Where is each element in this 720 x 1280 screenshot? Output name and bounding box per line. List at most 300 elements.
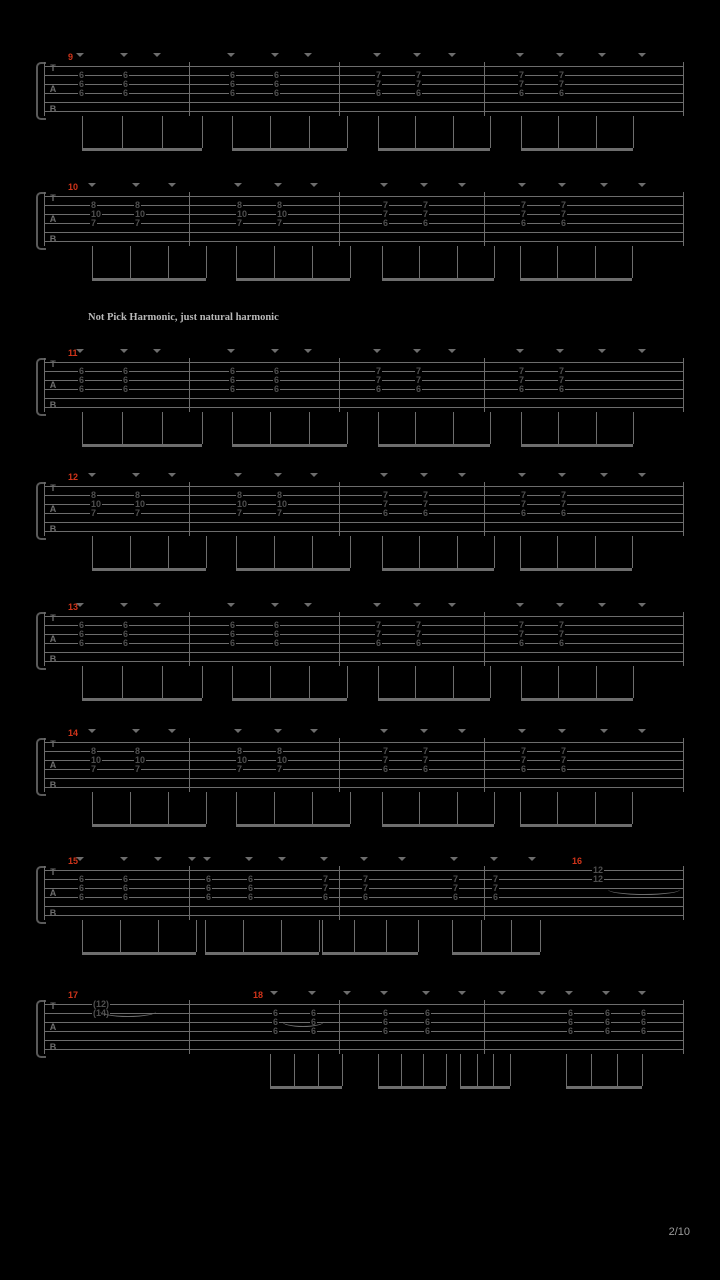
staff-line (44, 870, 684, 871)
fret-number: 10 (277, 498, 288, 509)
note-stem (520, 246, 521, 278)
note-stem (232, 666, 233, 698)
fret-number: 10 (135, 208, 146, 219)
downstroke-arrow-icon (538, 991, 546, 995)
staff-line (44, 486, 684, 487)
tab-clef-letter: B (49, 234, 57, 244)
fret-number: 6 (79, 78, 85, 89)
downstroke-arrow-icon (602, 991, 610, 995)
tie-curve (282, 1016, 324, 1027)
beam (378, 698, 490, 701)
fret-number: 8 (277, 489, 283, 500)
fret-number: 7 (383, 199, 389, 210)
fret-number: 7 (559, 619, 565, 630)
fret-number: 10 (135, 754, 146, 765)
downstroke-arrow-icon (120, 603, 128, 607)
fret-number: 6 (230, 628, 236, 639)
fret-number: 6 (383, 507, 389, 518)
fret-number: 6 (641, 1007, 647, 1018)
fret-number: 6 (123, 628, 129, 639)
beam (382, 824, 494, 827)
fret-number: 6 (641, 1016, 647, 1027)
tab-staff (44, 358, 684, 412)
fret-number: 6 (230, 87, 236, 98)
note-stem (633, 116, 634, 148)
fret-number: 7 (423, 489, 429, 500)
fret-number: 6 (230, 619, 236, 630)
barline (44, 866, 45, 920)
beam (82, 148, 202, 151)
downstroke-arrow-icon (343, 991, 351, 995)
note-stem (206, 246, 207, 278)
tab-clef-letter: B (49, 780, 57, 790)
note-stem (243, 920, 244, 952)
staff-line (44, 522, 684, 523)
downstroke-arrow-icon (304, 53, 312, 57)
downstroke-arrow-icon (308, 991, 316, 995)
fret-number: 6 (559, 637, 565, 648)
note-stem (494, 792, 495, 824)
staff-line (44, 915, 684, 916)
fret-number: 6 (248, 882, 254, 893)
downstroke-arrow-icon (448, 603, 456, 607)
fret-number: 7 (423, 754, 429, 765)
barline (683, 482, 684, 536)
fret-number: 6 (230, 69, 236, 80)
note-stem (232, 116, 233, 148)
measure-number: 15 (68, 856, 79, 866)
fret-number: 6 (248, 873, 254, 884)
downstroke-arrow-icon (398, 857, 406, 861)
fret-number: 6 (376, 637, 382, 648)
tab-clef-letter: B (49, 908, 57, 918)
downstroke-arrow-icon (120, 857, 128, 861)
downstroke-arrow-icon (598, 349, 606, 353)
note-stem (378, 1054, 379, 1086)
note-stem (457, 246, 458, 278)
tab-clef (47, 740, 59, 790)
fret-number: 6 (521, 217, 527, 228)
fret-number: 7 (423, 208, 429, 219)
fret-number: 6 (123, 619, 129, 630)
fret-number: 6 (605, 1025, 611, 1036)
tab-clef-letter: B (49, 524, 57, 534)
note-stem (558, 666, 559, 698)
fret-number: 8 (91, 745, 97, 756)
note-stem (401, 1054, 402, 1086)
downstroke-arrow-icon (153, 603, 161, 607)
barline (189, 482, 190, 536)
fret-number: 6 (561, 507, 567, 518)
beam (82, 444, 202, 447)
beam (520, 568, 632, 571)
fret-number: 6 (274, 374, 280, 385)
fret-number: 10 (237, 208, 248, 219)
downstroke-arrow-icon (132, 473, 140, 477)
staff-line (44, 111, 684, 112)
barline (189, 738, 190, 792)
downstroke-arrow-icon (638, 991, 646, 995)
fret-number: 7 (519, 365, 525, 376)
note-stem (309, 666, 310, 698)
beam (378, 444, 490, 447)
note-stem (494, 536, 495, 568)
fret-number: 10 (91, 754, 102, 765)
barline (44, 612, 45, 666)
barline (484, 482, 485, 536)
fret-number: 7 (323, 873, 329, 884)
downstroke-arrow-icon (516, 603, 524, 607)
measure-number: 13 (68, 602, 79, 612)
note-stem (350, 246, 351, 278)
fret-number: 6 (79, 87, 85, 98)
beam (92, 278, 206, 281)
fret-number: (12) (93, 998, 110, 1009)
fret-number: 6 (453, 891, 459, 902)
beam (92, 568, 206, 571)
downstroke-arrow-icon (274, 183, 282, 187)
note-stem (481, 920, 482, 952)
fret-number: 6 (416, 637, 422, 648)
tab-clef (47, 64, 59, 114)
downstroke-arrow-icon (638, 603, 646, 607)
beam (566, 1086, 642, 1089)
fret-number: 7 (91, 763, 97, 774)
note-stem (347, 116, 348, 148)
downstroke-arrow-icon (448, 349, 456, 353)
note-stem (521, 666, 522, 698)
barline (683, 62, 684, 116)
fret-number: 6 (230, 383, 236, 394)
note-stem (130, 792, 131, 824)
beam (382, 568, 494, 571)
note-stem (82, 412, 83, 444)
fret-number: 6 (425, 1007, 431, 1018)
fret-number: 7 (363, 882, 369, 893)
downstroke-arrow-icon (76, 349, 84, 353)
staff-line (44, 1022, 684, 1023)
barline (683, 612, 684, 666)
staff-line (44, 778, 684, 779)
note-stem (633, 412, 634, 444)
downstroke-arrow-icon (380, 729, 388, 733)
staff-line (44, 742, 684, 743)
tab-clef (47, 484, 59, 534)
staff-line (44, 1004, 684, 1005)
note-stem (342, 1054, 343, 1086)
beam (382, 278, 494, 281)
note-stem (460, 1054, 461, 1086)
fret-number: 6 (383, 1016, 389, 1027)
note-stem (453, 666, 454, 698)
fret-number: 7 (561, 199, 567, 210)
note-stem (347, 412, 348, 444)
downstroke-arrow-icon (227, 349, 235, 353)
fret-number: 7 (423, 199, 429, 210)
fret-number: 7 (519, 619, 525, 630)
staff-line (44, 1031, 684, 1032)
downstroke-arrow-icon (598, 603, 606, 607)
fret-number: 6 (311, 1007, 317, 1018)
staff-line (44, 643, 684, 644)
downstroke-arrow-icon (458, 473, 466, 477)
fret-number: 6 (274, 365, 280, 376)
downstroke-arrow-icon (600, 473, 608, 477)
downstroke-arrow-icon (498, 991, 506, 995)
note-stem (510, 1054, 511, 1086)
note-stem (557, 792, 558, 824)
downstroke-arrow-icon (320, 857, 328, 861)
fret-number: 7 (521, 208, 527, 219)
barline (339, 62, 340, 116)
fret-number: 7 (521, 754, 527, 765)
note-stem (452, 920, 453, 952)
fret-number: 6 (376, 383, 382, 394)
note-stem (236, 792, 237, 824)
tab-clef-letter: A (49, 887, 57, 898)
note-stem (382, 792, 383, 824)
note-stem (415, 666, 416, 698)
fret-number: 10 (237, 754, 248, 765)
tie-curve (100, 1006, 156, 1017)
note-stem (162, 666, 163, 698)
fret-number: 7 (91, 507, 97, 518)
fret-number: 6 (123, 78, 129, 89)
note-stem (130, 246, 131, 278)
note-stem (419, 792, 420, 824)
fret-number: 7 (561, 498, 567, 509)
downstroke-arrow-icon (528, 857, 536, 861)
note-stem (270, 412, 271, 444)
fret-number: 8 (91, 199, 97, 210)
fret-number: 8 (135, 745, 141, 756)
tab-clef-letter: T (50, 867, 56, 877)
beam (521, 148, 633, 151)
tab-clef-letter: A (49, 503, 57, 514)
note-stem (270, 116, 271, 148)
note-stem (490, 412, 491, 444)
downstroke-arrow-icon (420, 473, 428, 477)
downstroke-arrow-icon (638, 53, 646, 57)
barline (44, 358, 45, 412)
fret-number: 7 (383, 498, 389, 509)
barline (44, 62, 45, 116)
fret-number: 7 (416, 78, 422, 89)
staff-line (44, 380, 684, 381)
staff-line (44, 1049, 684, 1050)
downstroke-arrow-icon (227, 603, 235, 607)
fret-number: 6 (206, 873, 212, 884)
fret-number: 6 (605, 1007, 611, 1018)
measure-number: 11 (68, 348, 78, 358)
downstroke-arrow-icon (556, 349, 564, 353)
fret-number: 12 (593, 864, 604, 875)
fret-number: 7 (416, 619, 422, 630)
tab-clef-letter: T (50, 359, 56, 369)
note-stem (453, 412, 454, 444)
note-stem (319, 920, 320, 952)
downstroke-arrow-icon (380, 991, 388, 995)
staff-line (44, 196, 684, 197)
fret-number: 7 (277, 507, 283, 518)
barline (484, 612, 485, 666)
note-stem (386, 920, 387, 952)
downstroke-arrow-icon (600, 183, 608, 187)
fret-number: 10 (277, 208, 288, 219)
fret-number: 7 (383, 745, 389, 756)
fret-number: 7 (559, 78, 565, 89)
fret-number: 8 (277, 745, 283, 756)
note-stem (596, 412, 597, 444)
fret-number: 6 (605, 1016, 611, 1027)
downstroke-arrow-icon (638, 729, 646, 733)
fret-number: 6 (79, 365, 85, 376)
staff-line (44, 75, 684, 76)
note-stem (419, 246, 420, 278)
note-stem (120, 920, 121, 952)
downstroke-arrow-icon (168, 729, 176, 733)
barline (339, 482, 340, 536)
note-stem (378, 666, 379, 698)
fret-number: 6 (273, 1016, 279, 1027)
fret-number: 6 (274, 628, 280, 639)
note-stem (202, 116, 203, 148)
fret-number: 6 (123, 637, 129, 648)
barline (484, 62, 485, 116)
staff-line (44, 389, 684, 390)
note-stem (632, 792, 633, 824)
tab-clef-letter: A (49, 1021, 57, 1032)
tie-curve (608, 884, 680, 895)
fret-number: 7 (135, 217, 141, 228)
downstroke-arrow-icon (413, 349, 421, 353)
fret-number: 7 (416, 365, 422, 376)
barline (339, 192, 340, 246)
fret-number: 8 (91, 489, 97, 500)
downstroke-arrow-icon (422, 991, 430, 995)
beam (232, 444, 347, 447)
fret-number: 6 (273, 1025, 279, 1036)
fret-number: 6 (423, 507, 429, 518)
fret-number: 7 (323, 882, 329, 893)
staff-line (44, 398, 684, 399)
fret-number: 6 (123, 891, 129, 902)
fret-number: 6 (79, 873, 85, 884)
tab-clef-letter: A (49, 213, 57, 224)
downstroke-arrow-icon (88, 473, 96, 477)
fret-number: 6 (79, 891, 85, 902)
note-stem (521, 116, 522, 148)
measure-number: 18 (253, 990, 264, 1000)
downstroke-arrow-icon (518, 473, 526, 477)
fret-number: 10 (135, 498, 146, 509)
fret-number: 7 (519, 69, 525, 80)
staff-line (44, 241, 684, 242)
downstroke-arrow-icon (600, 729, 608, 733)
fret-number: 6 (79, 383, 85, 394)
note-stem (415, 412, 416, 444)
note-stem (236, 246, 237, 278)
downstroke-arrow-icon (245, 857, 253, 861)
beam (232, 148, 347, 151)
fret-number: 6 (521, 507, 527, 518)
fret-number: 6 (206, 882, 212, 893)
note-stem (202, 412, 203, 444)
fret-number: 6 (123, 87, 129, 98)
downstroke-arrow-icon (638, 183, 646, 187)
downstroke-arrow-icon (310, 473, 318, 477)
note-stem (595, 792, 596, 824)
performance-annotation: Not Pick Harmonic, just natural harmonic (88, 312, 279, 323)
barline (189, 358, 190, 412)
downstroke-arrow-icon (270, 991, 278, 995)
fret-number: 6 (274, 619, 280, 630)
downstroke-arrow-icon (304, 349, 312, 353)
barline (189, 1000, 190, 1054)
fret-number: 6 (519, 383, 525, 394)
fret-number: 7 (423, 745, 429, 756)
beam (232, 698, 347, 701)
fret-number: 7 (277, 217, 283, 228)
page-number: 2/10 (668, 1226, 690, 1238)
note-stem (382, 246, 383, 278)
beam (205, 952, 319, 955)
fret-number: 10 (277, 754, 288, 765)
fret-number: 6 (323, 891, 329, 902)
fret-number: 7 (383, 754, 389, 765)
downstroke-arrow-icon (132, 183, 140, 187)
measure-number: 9 (68, 52, 74, 62)
downstroke-arrow-icon (234, 473, 242, 477)
downstroke-arrow-icon (518, 183, 526, 187)
fret-number: 7 (521, 199, 527, 210)
downstroke-arrow-icon (310, 729, 318, 733)
downstroke-arrow-icon (234, 183, 242, 187)
fret-number: 6 (641, 1025, 647, 1036)
tab-clef (47, 614, 59, 664)
downstroke-arrow-icon (373, 603, 381, 607)
fret-number: 7 (521, 745, 527, 756)
note-stem (162, 116, 163, 148)
downstroke-arrow-icon (420, 729, 428, 733)
note-stem (196, 920, 197, 952)
note-stem (490, 116, 491, 148)
note-stem (596, 116, 597, 148)
note-stem (520, 536, 521, 568)
downstroke-arrow-icon (638, 473, 646, 477)
note-stem (557, 246, 558, 278)
note-stem (540, 920, 541, 952)
barline (339, 1000, 340, 1054)
measure-number: 12 (68, 472, 79, 482)
staff-line (44, 93, 684, 94)
downstroke-arrow-icon (168, 183, 176, 187)
fret-number: 6 (423, 217, 429, 228)
staff-line (44, 66, 684, 67)
note-stem (633, 666, 634, 698)
staff-line (44, 84, 684, 85)
note-stem (446, 1054, 447, 1086)
note-stem (378, 116, 379, 148)
note-stem (82, 116, 83, 148)
fret-number: 6 (274, 78, 280, 89)
note-stem (490, 666, 491, 698)
note-stem (122, 116, 123, 148)
downstroke-arrow-icon (227, 53, 235, 57)
fret-number: 6 (568, 1025, 574, 1036)
downstroke-arrow-icon (558, 183, 566, 187)
fret-number: 6 (521, 763, 527, 774)
